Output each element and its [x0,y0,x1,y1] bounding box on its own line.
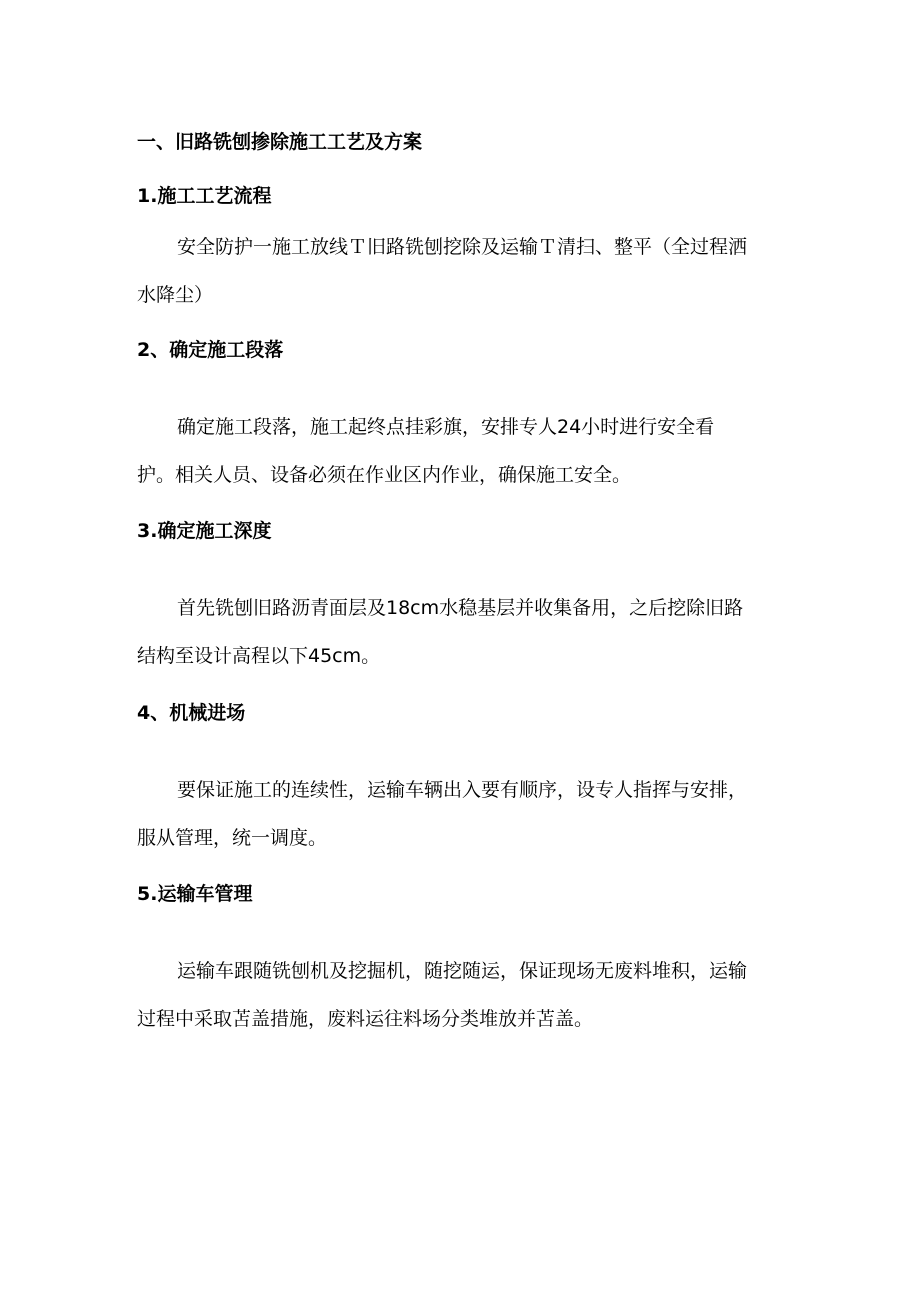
document-title: 一、旧路铣刨掺除施工工艺及方案 [137,131,423,153]
section-heading-segments: 2、确定施工段落 [137,339,284,361]
paragraph-line: 服从管理，统一调度。 [137,827,328,849]
paragraph-line: 安全防护一施工放线Ｔ旧路铣刨挖除及运输Ｔ清扫、整平（全过程洒 [177,236,748,258]
section-paragraph-segments [137,403,787,499]
paragraph-line: 水降尘） [137,284,214,306]
paragraph-line: 首先铣刨旧路沥青面层及18cm水稳基层并收集备用，之后挖除旧路 [177,597,744,619]
paragraph-line: 运输车跟随铣刨机及挖掘机，随挖随运，保证现场无废料堆积，运输 [177,960,748,982]
section-heading-process: 1.施工工艺流程 [137,185,272,207]
paragraph-line: 护。相关人员、设备必须在作业区内作业，确保施工安全。 [137,464,632,486]
section-paragraph-process [137,223,787,319]
section-paragraph-transport [137,947,787,1043]
paragraph-line: 结构至设计高程以下45cm。 [137,645,381,667]
paragraph-line: 要保证施工的连续性，运输车辆出入要有顺序，设专人指挥与安排， [177,779,748,801]
paragraph-line: 确定施工段落，施工起终点挂彩旗，安排专人24小时进行安全看 [177,416,715,438]
section-paragraph-machinery [137,766,787,862]
section-heading-transport: 5.运输车管理 [137,883,253,905]
section-paragraph-depth [137,584,787,680]
section-heading-depth: 3.确定施工深度 [137,520,272,542]
paragraph-line: 过程中采取苫盖措施，废料运往料场分类堆放并苫盖。 [137,1008,594,1030]
section-heading-machinery: 4、机械进场 [137,702,246,724]
